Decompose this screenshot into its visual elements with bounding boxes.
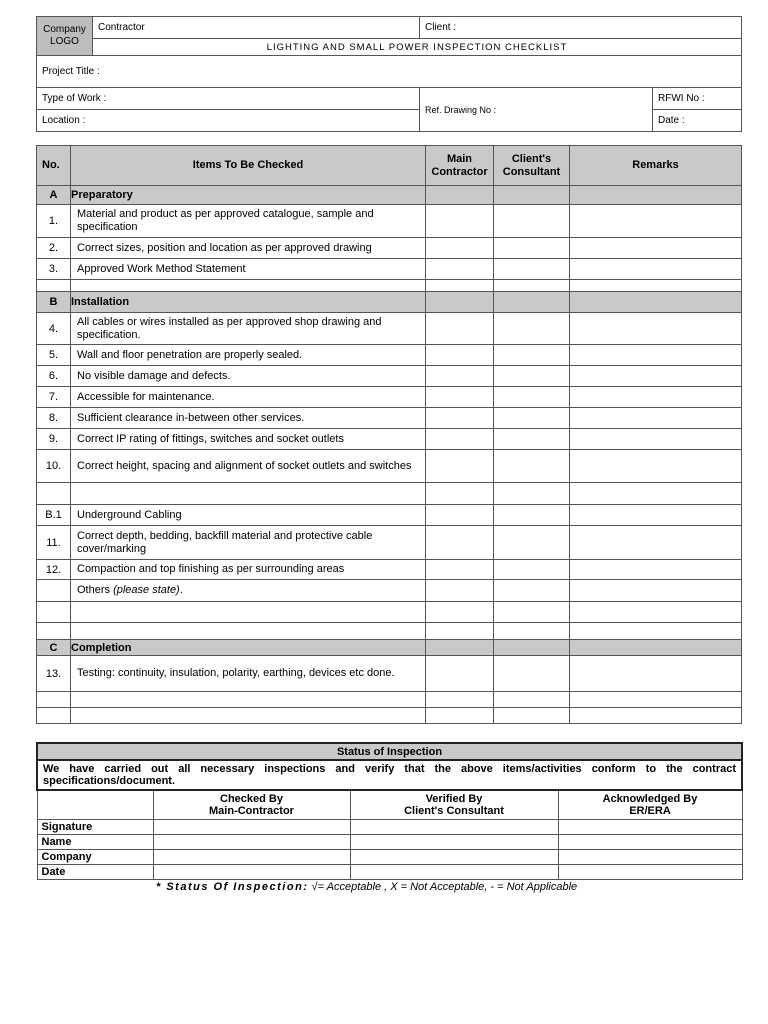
section-row: [37, 186, 742, 205]
table-row: [37, 205, 742, 238]
subsection-row: [37, 505, 742, 526]
consultant-cell[interactable]: [494, 313, 570, 345]
item-text: Accessible for maintenance.: [71, 387, 426, 408]
name-field-consultant[interactable]: [350, 835, 558, 850]
company-field-er[interactable]: [558, 850, 742, 865]
status-of-inspection: [36, 742, 743, 880]
consultant-cell[interactable]: [494, 656, 570, 692]
item-number: 13.: [37, 656, 71, 692]
remarks-cell[interactable]: [570, 205, 742, 238]
table-row: [37, 345, 742, 366]
consultant-cell[interactable]: [494, 205, 570, 238]
table-row: [37, 408, 742, 429]
section-letter: C: [37, 640, 71, 656]
section-title: Completion: [71, 640, 426, 656]
item-number: 6.: [37, 366, 71, 387]
section-letter: A: [37, 186, 71, 205]
section-title: Preparatory: [71, 186, 426, 205]
item-number: 5.: [37, 345, 71, 366]
company-logo: Company LOGO: [37, 17, 93, 56]
ref-drawing-field[interactable]: Ref. Drawing No :: [420, 88, 653, 132]
date-label: Date: [37, 865, 153, 880]
remarks-cell[interactable]: [570, 313, 742, 345]
contractor-field[interactable]: Contractor: [93, 17, 420, 39]
main-contractor-cell[interactable]: [426, 526, 494, 560]
type-of-work-field[interactable]: Type of Work :: [37, 88, 420, 110]
consultant-cell[interactable]: [494, 580, 570, 602]
main-contractor-cell[interactable]: [426, 313, 494, 345]
item-text: Material and product as per approved catalogue, sample and specification: [71, 205, 426, 238]
item-number: 7.: [37, 387, 71, 408]
signature-label: Signature: [37, 820, 153, 835]
col-header-clients-consultant: Client's Consultant: [494, 146, 570, 186]
others-text: Others (please state).: [71, 580, 426, 602]
client-field[interactable]: Client :: [420, 17, 742, 39]
signature-field-consultant[interactable]: [350, 820, 558, 835]
location-field[interactable]: Location :: [37, 110, 420, 132]
table-row: [37, 429, 742, 450]
others-note: (please state): [113, 584, 180, 596]
item-text: Sufficient clearance in-between other services.: [71, 408, 426, 429]
section-row: [37, 292, 742, 313]
main-contractor-cell[interactable]: [426, 387, 494, 408]
consultant-cell[interactable]: [494, 429, 570, 450]
main-contractor-cell[interactable]: [426, 656, 494, 692]
company-label: Company: [37, 850, 153, 865]
item-text: Testing: continuity, insulation, polarity, earthing, devices etc done.: [71, 656, 426, 692]
col-header-main-contractor: Main Contractor: [426, 146, 494, 186]
item-text: Wall and floor penetration are properly sealed.: [71, 345, 426, 366]
consultant-cell[interactable]: [494, 408, 570, 429]
consultant-cell[interactable]: [494, 387, 570, 408]
main-contractor-cell[interactable]: [426, 450, 494, 483]
item-text: Compaction and top finishing as per surrounding areas: [71, 560, 426, 580]
date-field[interactable]: Date :: [653, 110, 742, 132]
item-number: 2.: [37, 238, 71, 259]
status-title: Status of Inspection: [37, 743, 742, 760]
remarks-cell[interactable]: [570, 238, 742, 259]
form-title: LIGHTING AND SMALL POWER INSPECTION CHECKLIST: [93, 39, 742, 56]
consultant-cell[interactable]: [494, 345, 570, 366]
item-number: 9.: [37, 429, 71, 450]
remarks-cell[interactable]: [570, 366, 742, 387]
remarks-cell[interactable]: [570, 560, 742, 580]
main-contractor-cell[interactable]: [426, 366, 494, 387]
main-contractor-cell[interactable]: [426, 408, 494, 429]
table-row: [37, 450, 742, 483]
remarks-cell[interactable]: [570, 580, 742, 602]
remarks-cell[interactable]: [570, 526, 742, 560]
consultant-cell[interactable]: [494, 526, 570, 560]
blank-row: [37, 602, 742, 623]
item-number: 3.: [37, 259, 71, 280]
project-title-field[interactable]: Project Title :: [37, 56, 742, 88]
inspection-checklist: [36, 145, 742, 724]
legend-body: √= Acceptable , X = Not Acceptable, - = Not Applicable: [308, 881, 578, 893]
main-contractor-cell[interactable]: [426, 580, 494, 602]
section-letter: B: [37, 292, 71, 313]
date-field-contractor[interactable]: [153, 865, 350, 880]
consultant-cell[interactable]: [494, 560, 570, 580]
item-text: All cables or wires installed as per approved shop drawing and specification.: [71, 313, 426, 345]
company-field-consultant[interactable]: [350, 850, 558, 865]
consultant-cell[interactable]: [494, 259, 570, 280]
signature-field-contractor[interactable]: [153, 820, 350, 835]
name-field-contractor[interactable]: [153, 835, 350, 850]
legend-prefix: * Status Of Inspection:: [156, 881, 309, 893]
remarks-cell[interactable]: [570, 345, 742, 366]
main-contractor-cell[interactable]: [426, 205, 494, 238]
item-text: Approved Work Method Statement: [71, 259, 426, 280]
date-field-er[interactable]: [558, 865, 742, 880]
remarks-cell[interactable]: [570, 429, 742, 450]
main-contractor-cell[interactable]: [426, 560, 494, 580]
remarks-cell[interactable]: [570, 387, 742, 408]
table-row: [37, 313, 742, 345]
table-row: [37, 526, 742, 560]
item-number: 1.: [37, 205, 71, 238]
signature-field-er[interactable]: [558, 820, 742, 835]
blank-row: [37, 623, 742, 640]
section-row: [37, 640, 742, 656]
consultant-cell[interactable]: [494, 450, 570, 483]
remarks-cell[interactable]: [570, 656, 742, 692]
subsection-title: Underground Cabling: [71, 505, 426, 526]
item-number: 4.: [37, 313, 71, 345]
blank-row: [37, 280, 742, 292]
section-title: Installation: [71, 292, 426, 313]
name-field-er[interactable]: [558, 835, 742, 850]
table-row: [37, 387, 742, 408]
item-number: 8.: [37, 408, 71, 429]
status-statement: We have carried out all necessary inspections and verify that the above items/activities conform to the contract specifications/document.: [37, 760, 742, 790]
item-text: Correct IP rating of fittings, switches and socket outlets: [71, 429, 426, 450]
table-row: [37, 580, 742, 602]
col-header-no: No.: [37, 146, 71, 186]
blank-row: [37, 483, 742, 505]
consultant-cell[interactable]: [494, 238, 570, 259]
acknowledged-by-header: Acknowledged By ER/ERA: [558, 790, 742, 820]
table-row: [37, 656, 742, 692]
col-header-items: Items To Be Checked: [71, 146, 426, 186]
table-row: [37, 560, 742, 580]
remarks-cell[interactable]: [570, 259, 742, 280]
main-contractor-cell[interactable]: [426, 345, 494, 366]
item-text: Correct sizes, position and location as per approved drawing: [71, 238, 426, 259]
item-text: Correct depth, bedding, backfill material and protective cable cover/marking: [71, 526, 426, 560]
date-field-consultant[interactable]: [350, 865, 558, 880]
item-text: No visible damage and defects.: [71, 366, 426, 387]
col-header-remarks: Remarks: [570, 146, 742, 186]
rfwi-field[interactable]: RFWI No :: [653, 88, 742, 110]
table-row: [37, 238, 742, 259]
table-row: [37, 366, 742, 387]
form-header: [36, 16, 742, 132]
remarks-cell[interactable]: [570, 408, 742, 429]
remarks-cell[interactable]: [570, 450, 742, 483]
main-contractor-cell[interactable]: [426, 429, 494, 450]
verified-by-header: Verified By Client's Consultant: [350, 790, 558, 820]
company-field-contractor[interactable]: [153, 850, 350, 865]
consultant-cell[interactable]: [494, 366, 570, 387]
item-number: 11.: [37, 526, 71, 560]
blank-row: [37, 692, 742, 708]
subsection-number: B.1: [37, 505, 71, 526]
main-contractor-cell[interactable]: [426, 238, 494, 259]
checked-by-header: Checked By Main-Contractor: [153, 790, 350, 820]
main-contractor-cell[interactable]: [426, 259, 494, 280]
blank-row: [37, 708, 742, 724]
item-number: 10.: [37, 450, 71, 483]
item-number: 12.: [37, 560, 71, 580]
table-row: [37, 259, 742, 280]
status-legend: [156, 881, 577, 893]
name-label: Name: [37, 835, 153, 850]
item-text: Correct height, spacing and alignment of socket outlets and switches: [71, 450, 426, 483]
